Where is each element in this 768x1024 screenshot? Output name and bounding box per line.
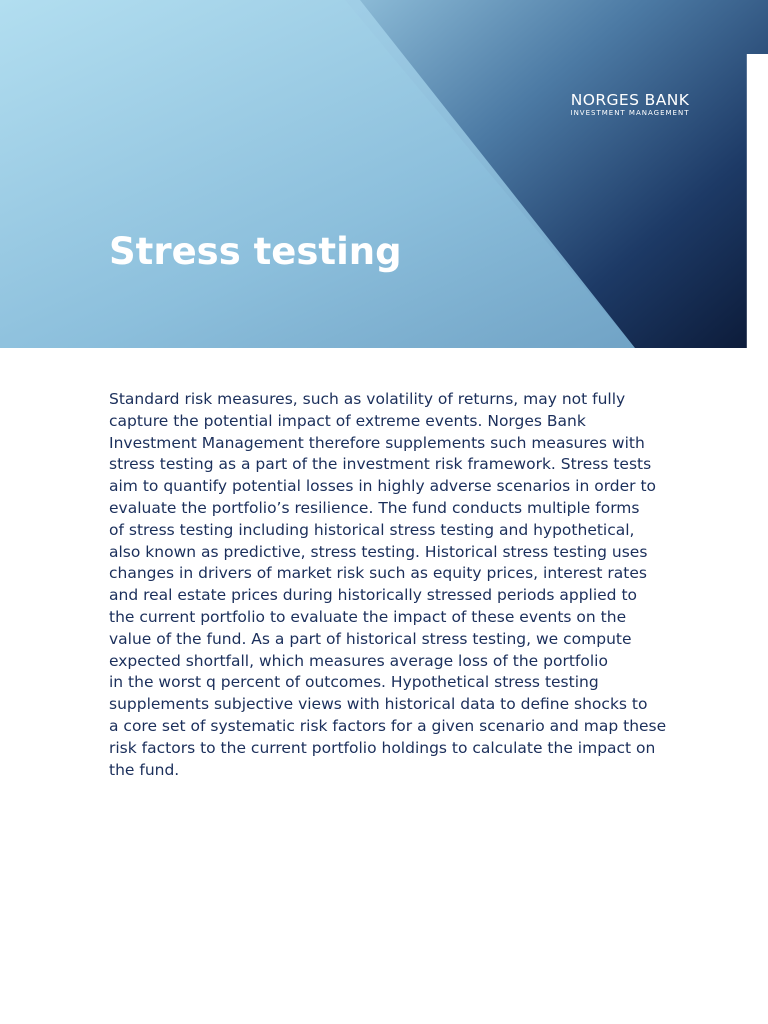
logo-name: NORGES BANK [570,91,690,109]
paragraph-line: changes in drivers of market risk such as equity prices, interest rates [109,564,647,583]
norges-bank-logo [560,54,700,124]
paragraph-line: and real estate prices during historically stressed periods applied to [109,586,638,605]
paragraph-line: supplements subjective views with historical data to define shocks to [109,695,648,714]
paragraph-line: value of the fund. As a part of historical stress testing, we compute [109,629,632,648]
paragraph-line: capture the potential impact of extreme events. Norges Bank [109,411,586,430]
paragraph-line: stress testing as a part of the investment risk framework. Stress tests [109,455,652,474]
paragraph-line: aim to quantify potential losses in highly adverse scenarios in order to [109,477,657,496]
paragraph-line: risk factors to the current portfolio holdings to calculate the impact on [109,738,656,757]
paragraph-line: in the worst q percent of outcomes. Hypothetical stress testing [109,673,599,692]
paragraph-line: Investment Management therefore supplements such measures with [109,433,645,452]
paragraph-line: Standard risk measures, such as volatility of returns, may not fully [109,390,626,408]
paragraph-line: the fund. [109,760,180,779]
paragraph-line: evaluate the portfolio’s resilience. The fund conducts multiple forms [109,498,640,517]
page-title: Stress testing [109,230,402,273]
header-banner [0,0,768,348]
body-paragraph [109,389,684,781]
paragraph-line: a core set of systematic risk factors for a given scenario and map these [109,716,667,735]
paragraph-line: the current portfolio to evaluate the impact of these events on the [109,607,627,626]
paragraph-line: expected shortfall, which measures average loss of the portfolio [109,651,608,670]
logo-subtitle: INVESTMENT MANAGEMENT [570,109,690,117]
paragraph-line: of stress testing including historical stress testing and hypothetical, [109,520,635,539]
paragraph-line: also known as predictive, stress testing. Historical stress testing uses [109,542,648,561]
